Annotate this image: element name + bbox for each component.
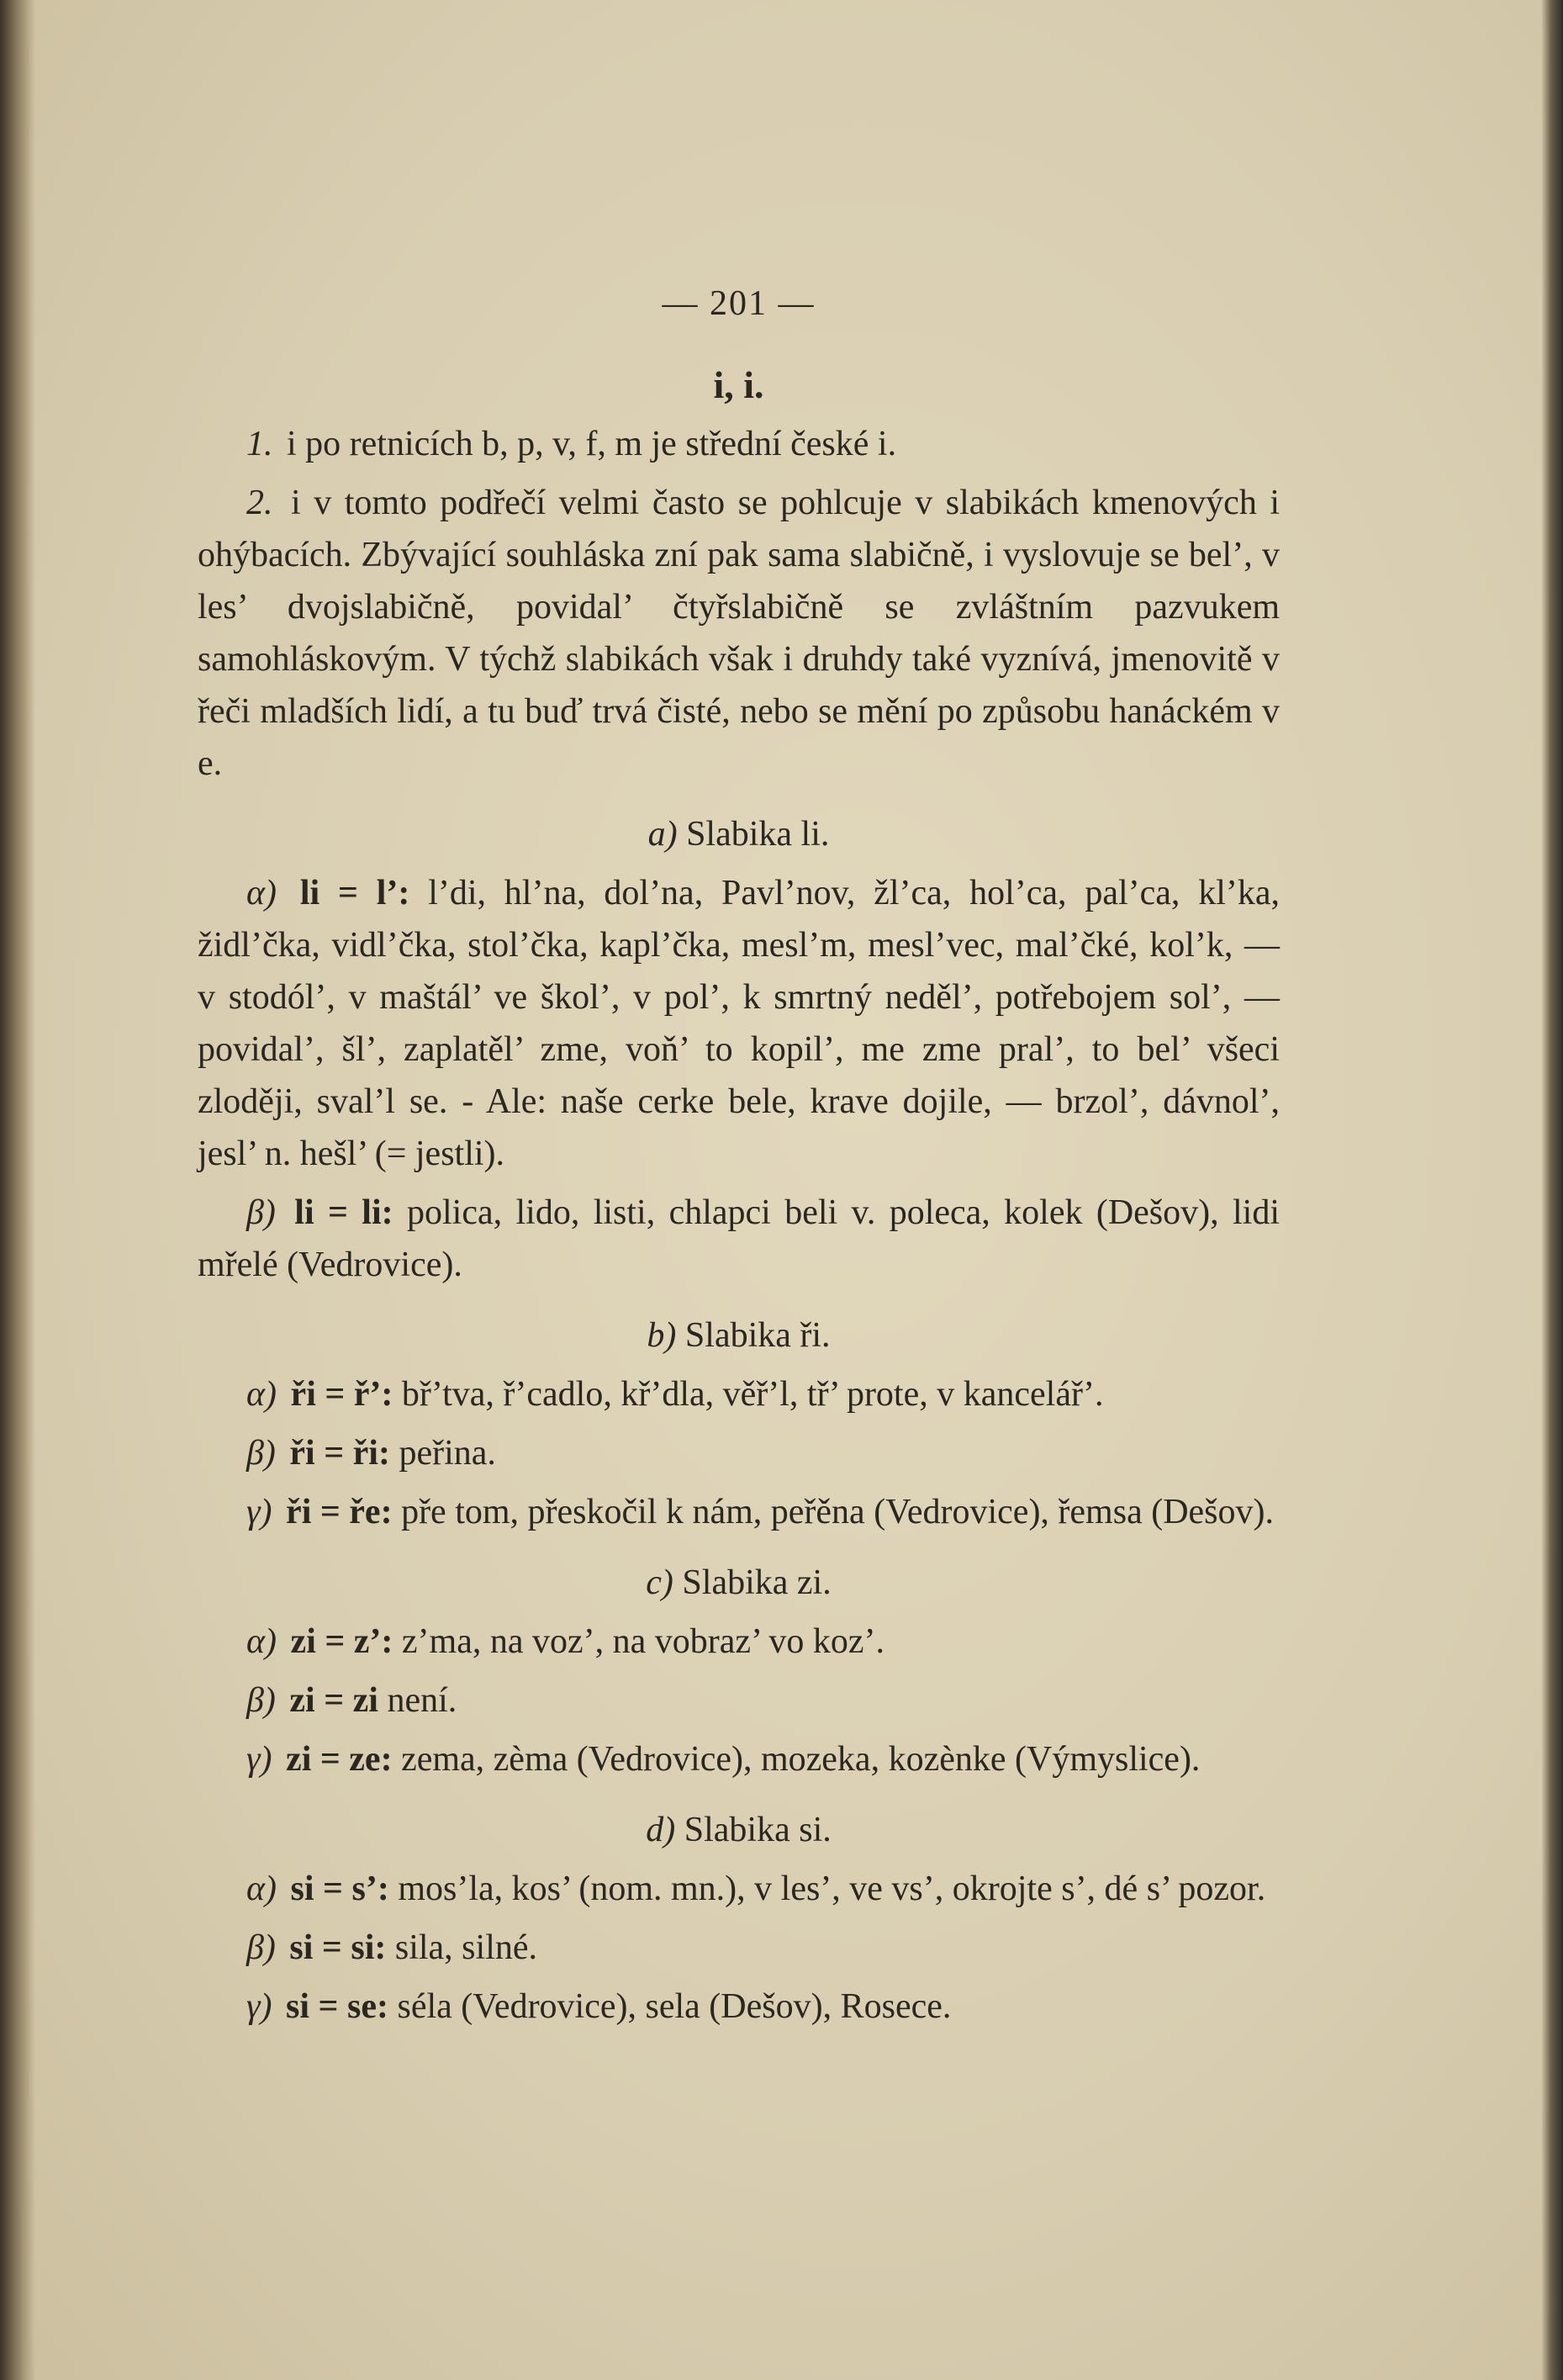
rule-marker: γ) [246, 1987, 272, 2026]
rule-item [198, 867, 1280, 1180]
rule-marker: β) [246, 1681, 276, 1720]
section-title: i, i. [713, 363, 764, 406]
rule-examples: sila, silné. [394, 1928, 538, 1967]
subsection-title: Slabika ři. [684, 1316, 831, 1355]
subsection-heading-li [198, 808, 1280, 860]
rule-marker: α) [246, 1622, 277, 1661]
subsection-label: b) [647, 1316, 677, 1355]
subsection-title: Slabika si. [684, 1811, 832, 1849]
rule-item [198, 1187, 1280, 1291]
paragraph-marker: 1. [246, 425, 273, 463]
rule-examples: mos’la, kos’ (nom. mn.), v les’, ve vs’, okrojte s’, dé s’ pozor. [398, 1870, 1266, 1908]
subsection-title: Slabika zi. [682, 1563, 832, 1602]
subsection-heading-ri [198, 1309, 1280, 1362]
rule-formula: zi = z’: [290, 1622, 393, 1661]
subsection-label: d) [646, 1811, 676, 1849]
rule-examples: z’ma, na voz’, na vobraz’ vo koz’. [401, 1622, 885, 1661]
paragraph-marker: 2. [246, 484, 273, 522]
rule-examples: zema, zèma (Vedrovice), mozeka, kozènke (Výmyslice). [401, 1740, 1201, 1779]
rule-marker: γ) [246, 1740, 272, 1779]
rule-examples: polica, lido, listi, chlapci beli v. poleca, kolek (Dešov), lidi mřelé (Vedrovice). [198, 1193, 1280, 1284]
subsection-label: c) [646, 1563, 673, 1602]
rule-examples: bř’tva, ř’cadlo, kř’dla, věř’l, tř’ prote, v kancelář’. [401, 1375, 1104, 1414]
book-spine-shadow [0, 0, 35, 2380]
rule-marker: β) [246, 1434, 276, 1473]
subsection-heading-si [198, 1804, 1280, 1856]
rule-item [198, 1674, 1280, 1727]
rule-formula: zi = zi [289, 1681, 378, 1720]
rule-examples: peřina. [399, 1434, 496, 1473]
rule-marker: α) [246, 1375, 277, 1414]
rule-formula: ři = ř’: [290, 1375, 393, 1414]
rule-formula: ři = ře: [286, 1493, 393, 1531]
page-edge-shadow [1541, 0, 1563, 2380]
rule-item [198, 1922, 1280, 1974]
rule-examples: séla (Vedrovice), sela (Dešov), Rosece. [397, 1987, 952, 2026]
rule-item [198, 1427, 1280, 1479]
rule-marker: β) [246, 1928, 276, 1967]
text-block [198, 278, 1280, 2039]
rule-formula: si = s’: [290, 1870, 389, 1908]
paragraph-text: i po retnicích b, p, v, f, m je střední české i. [287, 425, 897, 463]
rule-marker: α) [246, 1870, 277, 1908]
subsection-heading-zi [198, 1557, 1280, 1609]
intro-paragraph-2 [198, 477, 1280, 790]
rule-item [198, 1486, 1280, 1538]
paragraph-text: i v tomto podřečí velmi často se pohlcuje v slabikách kmenových i ohýbacích. Zbývající souhláska zní pak sama slabičně, i vyslovuje se bel’, v les’ dvojslabičně, povidal’ čtyřslabičně se zvláštním pazvukem samohláskovým. V týchž slabikách však i druhdy také vyznívá, jmenovitě v řeči mladších lidí, a tu buď trvá čisté, nebo se mění po způsobu hanáckém v e. [198, 484, 1280, 783]
rule-item [198, 1616, 1280, 1668]
rule-formula: li = l’: [299, 874, 410, 912]
page-number: — 201 — [662, 284, 816, 323]
rule-formula: li = li: [294, 1193, 393, 1232]
subsection-label: a) [647, 815, 678, 854]
rule-examples: pře tom, přeskočil k nám, peřěna (Vedrovice), řemsa (Dešov). [401, 1493, 1275, 1531]
rule-formula: zi = ze: [286, 1740, 393, 1779]
rule-formula: si = se: [286, 1987, 388, 2026]
rule-item [198, 1368, 1280, 1420]
rule-marker: γ) [246, 1493, 272, 1531]
rule-marker: α) [246, 874, 277, 912]
rule-formula: ři = ři: [289, 1434, 390, 1473]
intro-paragraph-1 [198, 418, 1280, 470]
rule-item [198, 1863, 1280, 1915]
rule-examples: l’di, hl’na, dol’na, Pavl’nov, žl’ca, hol’ca, pal’ca, kl’ka, židl’čka, vidl’čka, stol’čka, kapl’čka, mesl’m, mesl’vec, mal’čké, kol’k, — v stodól’, v maštál’ ve škol’, v pol’, k smrtný neděl’, potřebojem sol’, — povidal’, šl’, zaplatěl’ zme, voň’ to kopil’, me zme pral’, to bel’ všeci zloději, sval’l se. - Ale: naše cerke bele, krave dojile, — brzol’, dávnol’, jesl’ n. hešl’ (= jestli). [198, 874, 1280, 1173]
rule-item [198, 1733, 1280, 1785]
rule-formula: si = si: [289, 1928, 387, 1967]
rule-examples: není. [387, 1681, 457, 1720]
subsection-title: Slabika li. [686, 815, 830, 854]
rule-item [198, 1981, 1280, 2033]
rule-marker: β) [246, 1193, 276, 1232]
